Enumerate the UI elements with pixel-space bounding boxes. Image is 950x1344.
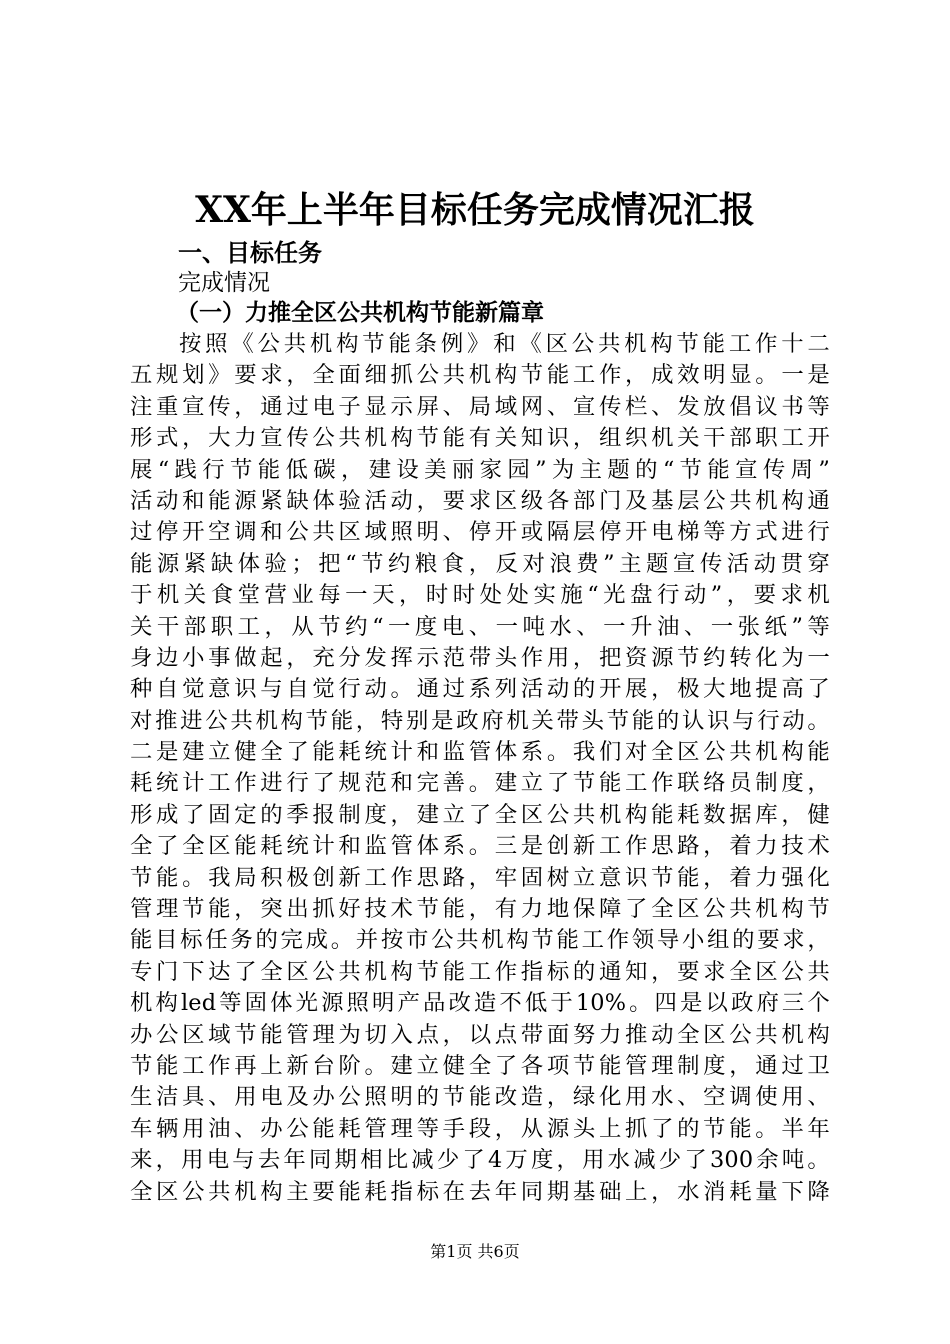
section-subheading: 完成情况 [178,270,270,296]
body-line: 办公区域节能管理为切入点，以点带面努力推动全区公共机构 [130,1021,830,1048]
body-line: 对推进公共机构节能，特别是政府机关带头节能的认识与行动。 [130,707,830,734]
document-title: XX年上半年目标任务完成情况汇报 [195,189,755,231]
body-line: 耗统计工作进行了规范和完善。建立了节能工作联络员制度， [130,770,830,797]
body-line: 能源紧缺体验；把“节约粮食，反对浪费”主题宣传活动贯穿 [130,550,830,577]
body-line: 机构led等固体光源照明产品改造不低于10%。四是以政府三个 [130,990,830,1017]
body-line: 能目标任务的完成。并按市公共机构节能工作领导小组的要求， [130,927,830,954]
body-line: 全区公共机构主要能耗指标在去年同期基础上，水消耗量下降 [130,1178,830,1205]
body-line: 关干部职工，从节约“一度电、一吨水、一升油、一张纸”等 [130,613,830,640]
page-number-footer: 第1页 共6页 [430,1242,520,1261]
body-line: 过停开空调和公共区域照明、停开或隔层停开电梯等方式进行 [130,519,830,546]
body-line: 来，用电与去年同期相比减少了4万度，用水减少了300余吨。 [130,1147,830,1174]
subsection-heading: （一）力推全区公共机构节能新篇章 [176,300,544,326]
body-line: 二是建立健全了能耗统计和监管体系。我们对全区公共机构能 [130,739,830,766]
body-line: 种自觉意识与自觉行动。通过系列活动的开展，极大地提高了 [130,676,830,703]
body-line: 节能。我局积极创新工作思路，牢固树立意识节能，着力强化 [130,864,830,891]
body-paragraph [130,329,830,1208]
body-line: 车辆用油、办公能耗管理等手段，从源头上抓了的节能。半年 [130,1115,830,1142]
body-line: 注重宣传，通过电子显示屏、局域网、宣传栏、发放倡议书等 [130,393,830,420]
body-line: 于机关食堂营业每一天，时时处处实施“光盘行动”，要求机 [130,582,830,609]
body-line: 按照《公共机构节能条例》和《区公共机构节能工作十二 [179,331,830,357]
body-line: 节能工作再上新台阶。建立健全了各项节能管理制度，通过卫 [130,1052,830,1079]
body-line: 展“践行节能低碳，建设美丽家园”为主题的“节能宣传周” [130,456,830,483]
body-line: 活动和能源紧缺体验活动，要求区级各部门及基层公共机构通 [130,487,830,514]
body-line: 形式，大力宣传公共机构节能有关知识，组织机关干部职工开 [130,425,830,452]
section-heading: 一、目标任务 [178,239,322,267]
body-line: 管理节能，突出抓好技术节能，有力地保障了全区公共机构节 [130,896,830,923]
body-line: 全了全区能耗统计和监管体系。三是创新工作思路，着力技术 [130,833,830,860]
body-line: 形成了固定的季报制度，建立了全区公共机构能耗数据库，健 [130,801,830,828]
body-line: 生洁具、用电及办公照明的节能改造，绿化用水、空调使用、 [130,1084,830,1111]
body-line: 专门下达了全区公共机构节能工作指标的通知，要求全区公共 [130,958,830,985]
body-line: 身边小事做起，充分发挥示范带头作用，把资源节约转化为一 [130,644,830,671]
body-line: 五规划》要求，全面细抓公共机构节能工作，成效明显。一是 [130,362,830,389]
